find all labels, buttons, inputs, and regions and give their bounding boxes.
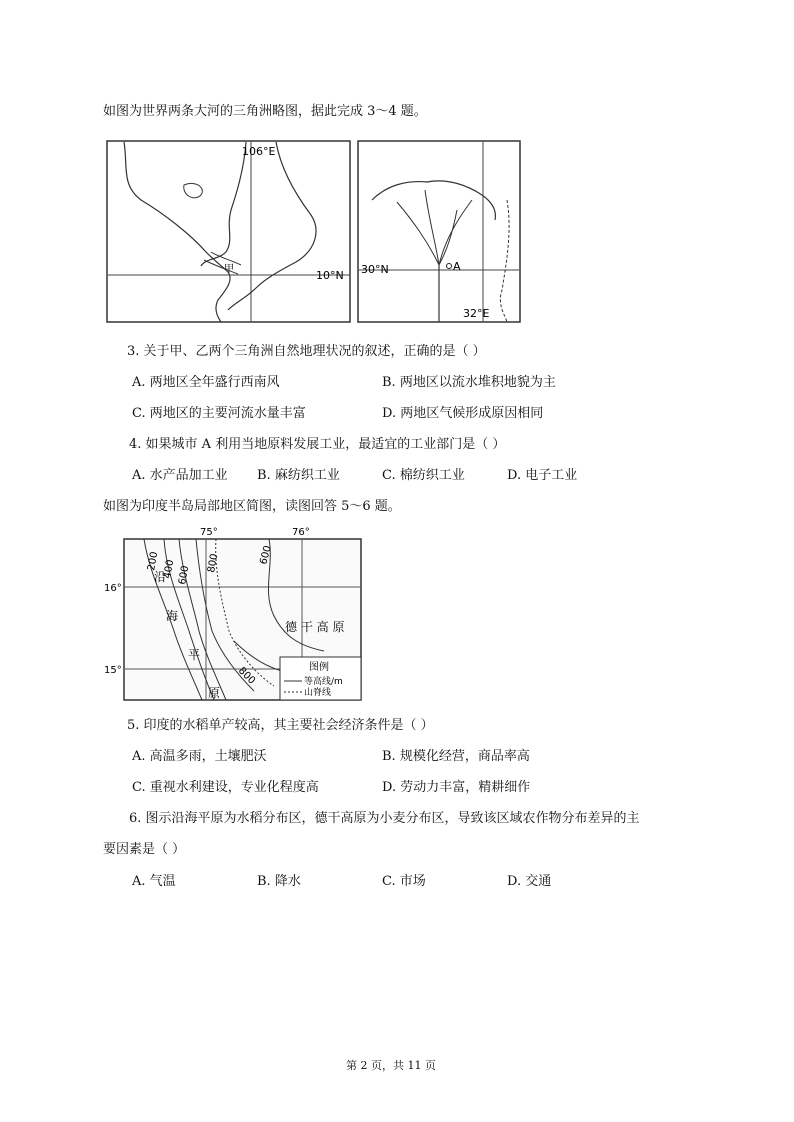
q5-option-a: A. 高温多雨，土壤肥沃 [132,749,267,764]
map3-contour-400: 400 [162,558,177,580]
q5-option-b: B. 规模化经营，商品率高 [382,749,530,764]
q3-option-d: D. 两地区气候形成原因相同 [382,406,544,421]
map3-contour-800a: 800 [206,552,221,574]
map3-plain-char-4: 原 [208,686,221,700]
q6-option-c: C. 市场 [382,874,426,889]
q5-option-c: C. 重视水利建设，专业化程度高 [132,780,319,795]
map3-contour-800b: 800 [235,665,258,687]
map3-contour-200: 200 [146,550,161,572]
map-india-peninsula [104,521,362,701]
map1-river-label: 甲 [224,264,234,275]
map3-legend-title: 图例 [309,662,329,673]
map2-lat-label: 30°N [361,263,389,276]
q6-stem-line2: 要因素是（ ） [103,842,186,857]
map3-legend-contour: 等高线/m [304,677,343,687]
map3-lon1: 75° [200,527,218,538]
q3-option-c: C. 两地区的主要河流水量丰富 [132,406,306,421]
q5-stem: 5. 印度的水稻单产较高，其主要社会经济条件是（ ） [127,718,434,733]
q6-stem-line1: 6. 图示沿海平原为水稻分布区，德干高原为小麦分布区，导致该区域农作物分布差异的主 [129,811,640,826]
map2-lon-label: 32°E [463,307,490,320]
map2-city-label: A [453,260,461,273]
intro-text-2: 如图为印度半岛局部地区简图，读图回答 5～6 题。 [103,499,401,514]
map3-lat1: 16° [104,583,122,594]
q3-stem: 3. 关于甲、乙两个三角洲自然地理状况的叙述，正确的是（ ） [127,344,486,359]
q4-option-a: A. 水产品加工业 [132,468,228,483]
q4-option-d: D. 电子工业 [507,468,578,483]
q4-option-c: C. 棉纺织工业 [382,468,465,483]
q6-option-d: D. 交通 [507,874,552,889]
q3-option-b: B. 两地区以流水堆积地貌为主 [382,375,556,390]
map3-contour-600b: 600 [258,544,274,566]
q6-option-b: B. 降水 [257,874,301,889]
map3-lat2: 15° [104,665,122,676]
map3-legend-ridge: 山脊线 [304,688,332,698]
map1-lat-label: 10°N [316,269,344,282]
map3-plateau-label: 德 干 高 原 [285,620,345,634]
map1-lon-label: 106°E [242,145,276,158]
map3-plain-char-1: 沿 [154,570,167,584]
map3-lon2: 76° [292,527,310,538]
page-footer: 第 2 页，共 11 页 [346,1059,436,1072]
map-delta-jia [106,140,351,323]
q4-option-b: B. 麻纺织工业 [257,468,340,483]
q4-stem: 4. 如果城市 A 利用当地原料发展工业，最适宜的工业部门是（ ） [129,437,506,452]
q5-option-d: D. 劳动力丰富，精耕细作 [382,780,531,795]
map3-contour-600a: 600 [177,564,192,586]
map-delta-yi [357,140,521,323]
intro-text-1: 如图为世界两条大河的三角洲略图，据此完成 3～4 题。 [103,104,427,119]
map3-plain-char-3: 平 [188,648,201,662]
map3-plain-char-2: 海 [166,609,179,623]
q3-option-a: A. 两地区全年盛行西南风 [132,375,280,390]
q6-option-a: A. 气温 [132,874,176,889]
